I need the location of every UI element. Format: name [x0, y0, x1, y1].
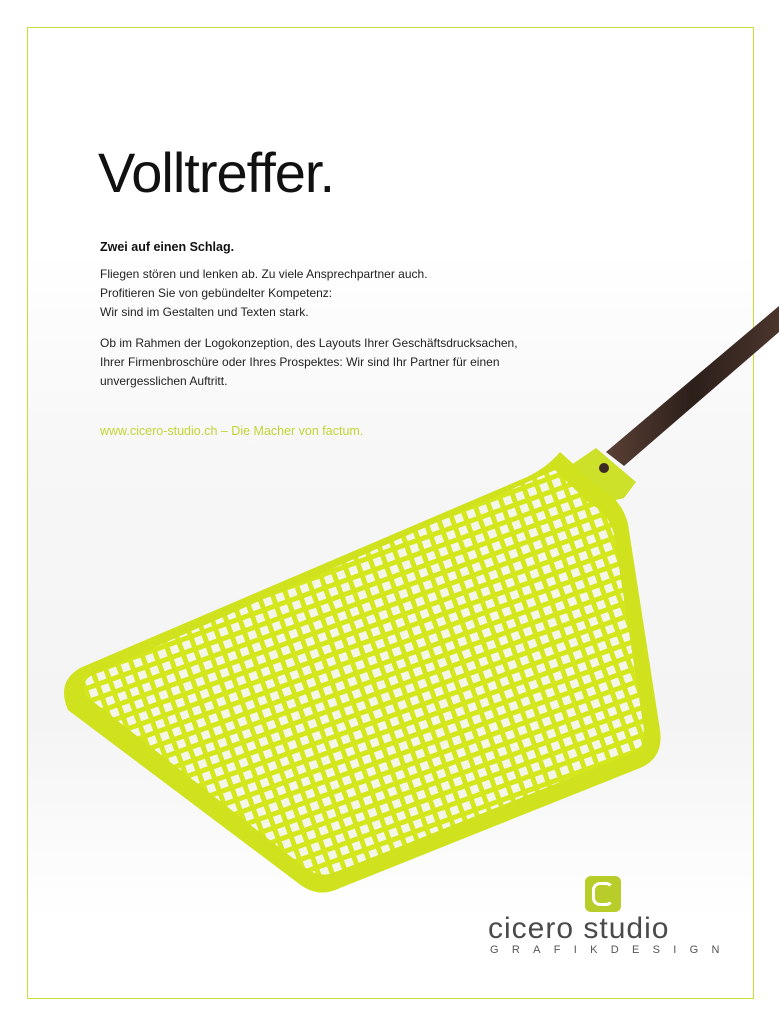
paragraph-1-line: Wir sind im Gestalten und Texten stark. [100, 305, 309, 319]
subheading: Zwei auf einen Schlag. [100, 240, 235, 254]
paragraph-1-line: Profitieren Sie von gebündelter Kompetenz: [100, 286, 333, 300]
logo-name: cicero studio [488, 912, 670, 945]
logo-icon [585, 876, 621, 912]
paragraph-2-line: Ob im Rahmen der Logokonzeption, des Layouts Ihrer Geschäftsdrucksachen, [100, 336, 518, 350]
headline: Volltreffer. [98, 141, 335, 204]
logo-c-glyph [592, 882, 614, 906]
logo-tagline: GRAFIKDESIGN [490, 944, 733, 956]
swatter-handle [606, 306, 779, 466]
website-link[interactable]: www.cicero-studio.ch – Die Macher von factum. [100, 424, 364, 438]
swatter-mesh [84, 470, 644, 875]
paragraph-2-line: unvergesslichen Auftritt. [100, 374, 228, 388]
paragraph-1-line: Fliegen stören und lenken ab. Zu viele Ansprechpartner auch. [100, 267, 428, 281]
paragraph-2-line: Ihrer Firmenbroschüre oder Ihres Prospektes: Wir sind Ihr Partner für einen [100, 355, 500, 369]
neck-hole [599, 463, 609, 473]
